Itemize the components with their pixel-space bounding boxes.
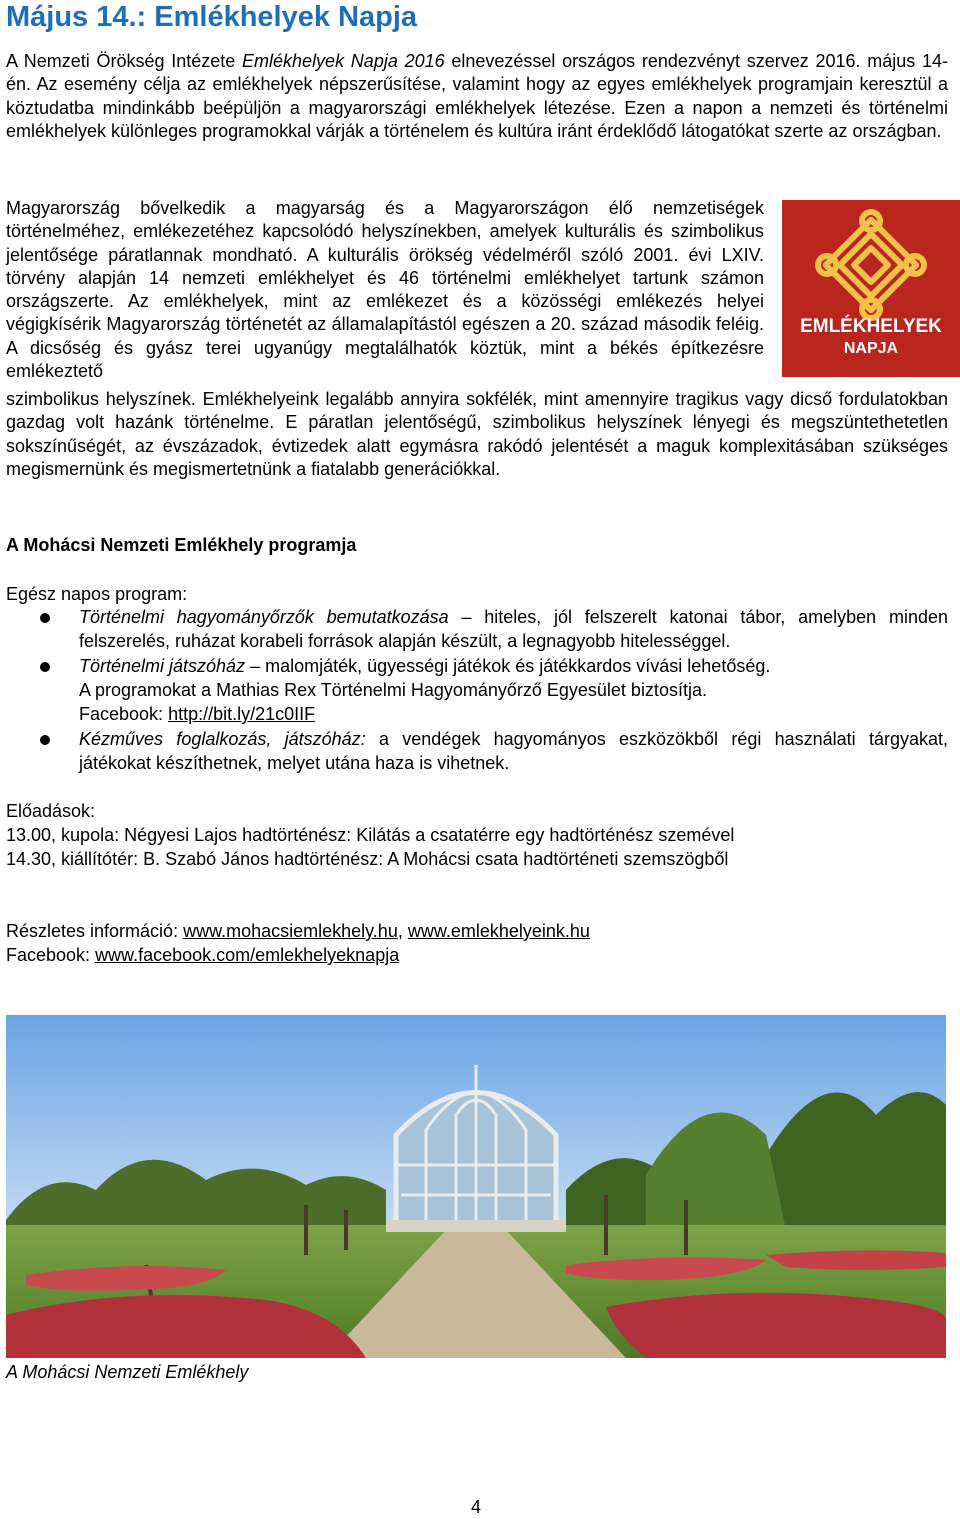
organizer-text: A programokat a Mathias Rex Történelmi Hagyományőrző Egyesület biztosítja. [79, 680, 707, 700]
lecture-item: 13.00, kupola: Négyesi Lajos hadtörténész: Kilátás a csatatérre egy hadtörténész szemével [6, 825, 735, 845]
lectures-label: Előadások: [6, 801, 96, 821]
lecture-item: 14.30, kiállítótér: B. Szabó János hadtörténész: A Mohácsi csata hadtörténeti szemszögből [6, 849, 729, 869]
photo-caption: A Mohácsi Nemzeti Emlékhely [6, 1362, 249, 1382]
logo-line2: NAPJA [843, 340, 899, 357]
emlekhelyeink-link[interactable]: www.emlekhelyeink.hu [407, 921, 590, 941]
heritage-paragraph-cont: szimbolikus helyszínek. Emlékhelyeink legalább annyira sokfélék, mint amennyire tragikus vagy dicső fordulatokban gazdag volt hazánk történelme. E páratlan jelentőségű, szimbolikus helyszínek lényegi és megszüntethetetlen sokszínűségét, az évszázadok, évtizedek alatt egymásra rakódó jelentését a maguk komplexitásában szükséges megismernünk és megismertetnünk a fiatalabb generációkkal. [6, 389, 948, 479]
program-title: Történelmi játszóház [79, 656, 246, 676]
mohacs-website-link[interactable]: www.mohacsiemlekhely.hu [183, 921, 398, 941]
program-title: Történelmi hagyományőrzők bemutatkozása [79, 607, 449, 627]
info-separator: , [397, 921, 408, 941]
bullet-icon [40, 735, 50, 745]
info-line [6, 919, 590, 943]
facebook-link[interactable]: www.facebook.com/emlekhelyeknapja [95, 945, 400, 965]
info-label: Részletes információ: [6, 921, 184, 941]
allday-label: Egész napos program: [6, 584, 188, 604]
page-number: 4 [471, 1497, 482, 1517]
facebook-line [6, 943, 399, 967]
facebook-link-rex[interactable]: http://bit.ly/21c0IIF [168, 704, 316, 724]
emlekhelyek-napja-logo [782, 200, 960, 377]
program-title: Kézműves foglalkozás, játszóház: [79, 729, 366, 749]
program-desc: – hiteles, jól felszerelt katonai tábor, amelyben minden felszerelés, ruházat korabeli források alapján készült, a legnagyobb hitelességgel. [79, 607, 948, 651]
program-desc: a vendégek hagyományos eszközökből régi használati tárgyakat, játékokat készíthetnek, melyet utána haza is vihetnek. [79, 729, 948, 773]
event-name: Emlékhelyek Napja 2016 [242, 51, 445, 71]
intro-text: A Nemzeti Örökség Intézete [6, 51, 243, 71]
knot-icon [782, 200, 960, 377]
bullet-icon [40, 662, 50, 672]
page-title: Május 14.: Emlékhelyek Napja [6, 1, 418, 33]
intro-text-cont: elnevezéssel országos rendezvényt szervez 2016. május 14-én. Az esemény célja az emlékhelyek népszerűsítése, valamint hogy az egyes emlékhelyek programjain keresztül a köztudatba mindinkább beépüljön a magyarországi emlékhelyek létezése. Ezen a napon a nemzeti és történelmi emlékhelyek különleges programokkal várják a történelem és kultúra iránt érdeklődő látogatókat szerte az országban. [6, 51, 948, 141]
facebook-label: Facebook: [79, 704, 169, 724]
heritage-paragraph: Magyarország bővelkedik a magyarság és a Magyarországon élő nemzetiségek történelméhez, emlékezetéhez kapcsolódó helyszínekben, amelyek kulturális és szimbolikus jelentősége páratlannak mondható. A kulturális örökség védelméről szóló 2001. évi LXIV. törvény alapján 14 nemzeti emlékhelyet és 46 történelmi emlékhelyet tartunk számon országszerte. Az emlékhelyek, mint az emlékezet és a közösségi emlékezés helyei végigkísérik Magyarország történetét az államalapítástól egészen a 20. század második feléig. A dicsőség és gyász terei ugyanúgy megtalálhatók köztük, mint a békés építkezésre emlékeztető [6, 198, 764, 382]
program-heading: A Mohácsi Nemzeti Emlékhely programja [6, 535, 357, 555]
logo-line1: EMLÉKHELYEK [800, 316, 942, 337]
program-desc: – malomjáték, ügyességi játékok és játékkardos vívási lehetőség. [245, 656, 771, 676]
facebook-label: Facebook: [6, 945, 96, 965]
bullet-icon [40, 613, 50, 623]
memorial-photo [6, 1015, 946, 1358]
intro-paragraph [6, 50, 948, 143]
